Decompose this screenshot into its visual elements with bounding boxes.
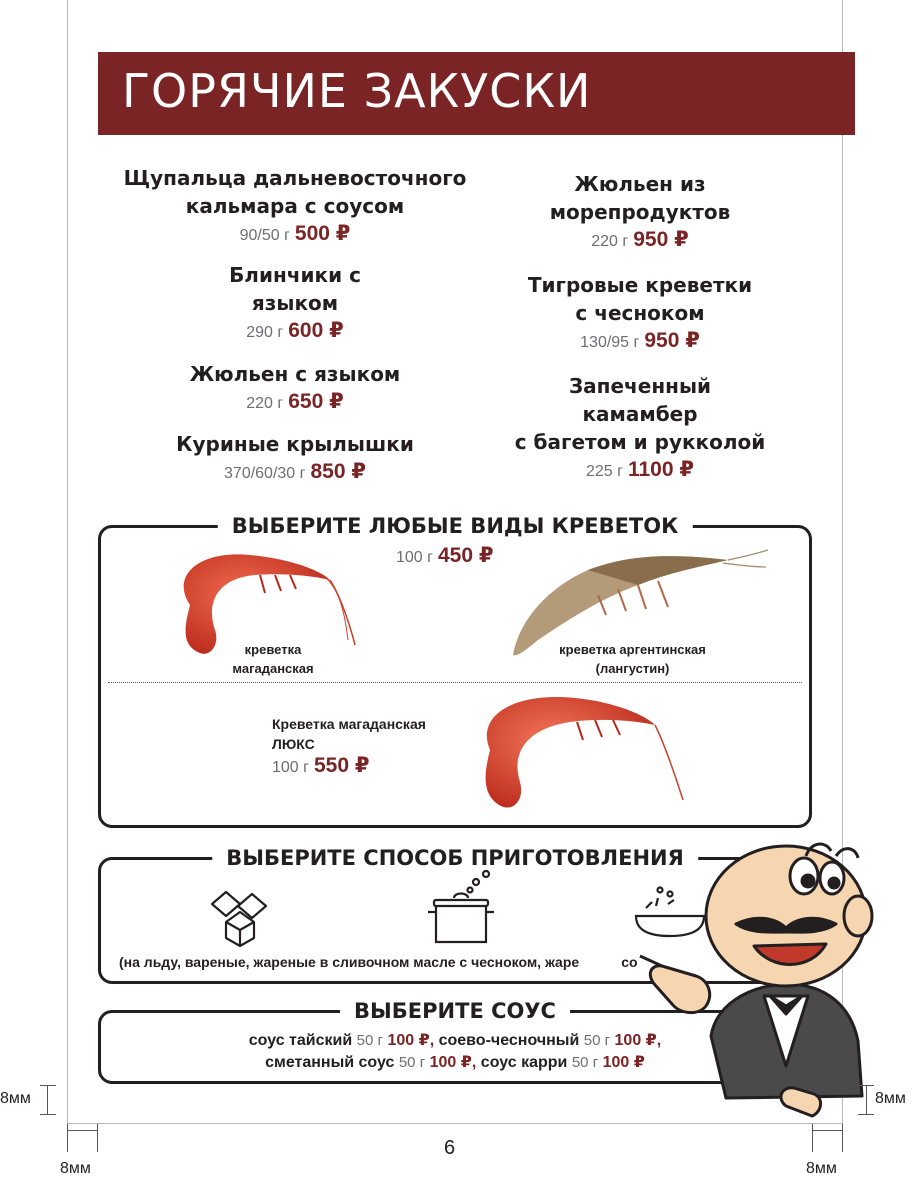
dish-price: 600 ₽ [288, 319, 344, 342]
dimension-tick [67, 1130, 97, 1131]
label-line: креветка [244, 642, 302, 657]
dish-weight: 290 г [246, 324, 284, 341]
lux-shrimp-price [272, 752, 369, 782]
lux-price-value: 550 ₽ [314, 754, 370, 777]
dish-squid [120, 164, 470, 250]
dish-meta [490, 456, 790, 486]
sauce-price: 100 ₽, [387, 1032, 435, 1049]
dimension-tick [812, 1124, 813, 1152]
dish-name: кальмара с соусом [185, 194, 405, 218]
sauce-name: сметанный соус [265, 1054, 395, 1071]
methods-text-main: (на льду, вареные, жареные в сливочном масле с чесноком, жаре [119, 954, 580, 970]
dish-pancakes [140, 261, 450, 347]
label-line: (лангустин) [595, 661, 670, 676]
dish-meta [490, 327, 790, 357]
dish-name: языком [251, 291, 339, 315]
right-margin-label: 8мм [875, 1090, 906, 1107]
ice-cubes-icon [208, 886, 272, 948]
dish-name: морепродуктов [549, 200, 731, 224]
dish-meta [490, 226, 790, 256]
sauce-price: 100 ₽, [429, 1054, 477, 1071]
label-line: ЛЮКС [272, 736, 315, 752]
dish-weight: 225 г [585, 463, 623, 480]
sauce-weight: 50 г [356, 1032, 383, 1049]
cooking-methods-text [119, 954, 638, 970]
dish-weight: 90/50 г [239, 227, 290, 244]
sauce-price: 100 ₽ [602, 1054, 645, 1071]
dish-price: 850 ₽ [310, 460, 366, 483]
magadan-shrimp-label [213, 640, 333, 678]
dimension-tick [97, 1124, 98, 1152]
dish-name: Блинчики с [229, 263, 361, 287]
dish-camembert [490, 372, 790, 486]
shrimp-section-title: ВЫБЕРИТЕ ЛЮБЫЕ ВИДЫ КРЕВЕТОК [218, 511, 693, 541]
dimension-tick [866, 1085, 867, 1115]
dish-name: Жюльен с языком [189, 362, 401, 386]
label-line: магаданская [232, 661, 314, 676]
dish-meta [120, 220, 470, 250]
dish-seafood-julienne [490, 170, 790, 256]
dish-price: 1100 ₽ [627, 458, 694, 481]
dish-name: Жюльен из [574, 172, 706, 196]
section-header-bar [98, 52, 855, 135]
dimension-tick [842, 1124, 843, 1152]
sauce-section-title: ВЫБЕРИТЕ СОУС [340, 996, 570, 1026]
dish-meta [140, 388, 450, 418]
dish-meta [140, 458, 450, 488]
label-line: креветка аргентинская [559, 642, 706, 657]
dimension-tick [858, 1114, 874, 1115]
dish-meta [140, 317, 450, 347]
sauce-name: соево-чесночный [438, 1032, 580, 1049]
sauce-name: соус тайский [248, 1032, 353, 1049]
cooking-section-title: ВЫБЕРИТЕ СПОСОБ ПРИГОТОВЛЕНИЯ [212, 843, 698, 873]
chef-mascot-image [636, 836, 881, 1136]
dimension-tick [858, 1085, 874, 1086]
bottom-right-margin-label: 8мм [806, 1160, 837, 1177]
dish-weight: 370/60/30 г [224, 465, 306, 482]
dish-name: Запеченный [568, 374, 712, 398]
page-number: 6 [444, 1137, 456, 1159]
dish-price: 950 ₽ [633, 228, 689, 251]
lux-shrimp-label [272, 714, 426, 754]
dish-price: 650 ₽ [288, 390, 344, 413]
dish-julienne-tongue [140, 360, 450, 418]
dish-tiger-prawns [490, 271, 790, 357]
dish-price: 950 ₽ [644, 329, 700, 352]
dimension-tick [67, 1124, 68, 1152]
dimension-tick [47, 1085, 48, 1115]
dish-weight: 220 г [591, 233, 629, 250]
argentine-shrimp-label [540, 640, 725, 678]
lux-weight: 100 г [272, 759, 309, 776]
bottom-left-margin-label: 8мм [60, 1160, 91, 1177]
dish-name: с чесноком [575, 301, 705, 325]
dimension-tick [40, 1114, 56, 1115]
lux-shrimp-image [465, 690, 685, 815]
sauce-weight: 50 г [398, 1054, 426, 1071]
boiling-pot-icon [424, 868, 496, 948]
dish-weight: 130/95 г [580, 334, 640, 351]
label-line: Креветка магаданская [272, 716, 426, 732]
dish-name: Тигровые креветки [527, 273, 753, 297]
sauce-weight: 50 г [571, 1054, 599, 1071]
left-margin-label: 8мм [0, 1090, 31, 1107]
dimension-tick [40, 1085, 56, 1086]
dish-name: Щупальца дальневосточного [123, 166, 467, 190]
shrimp-weight: 100 г [396, 549, 433, 566]
dish-name: Куриные крылышки [176, 432, 414, 456]
sauce-weight: 50 г [583, 1032, 611, 1049]
shrimp-divider [108, 682, 802, 683]
methods-text-tail: со [621, 954, 638, 970]
dish-price: 500 ₽ [294, 222, 351, 245]
dish-name: с багетом и рукколой [514, 430, 766, 454]
shrimp-price-value: 450 ₽ [438, 544, 494, 567]
sauce-price: 100 ₽, [614, 1032, 662, 1049]
page-title: ГОРЯЧИЕ ЗАКУСКИ [122, 64, 592, 118]
dish-chicken-wings [140, 430, 450, 488]
sauce-name: соус карри [480, 1054, 568, 1071]
dish-weight: 220 г [246, 395, 284, 412]
dimension-tick [812, 1130, 842, 1131]
dish-name: камамбер [582, 402, 698, 426]
shrimp-price [396, 542, 493, 572]
